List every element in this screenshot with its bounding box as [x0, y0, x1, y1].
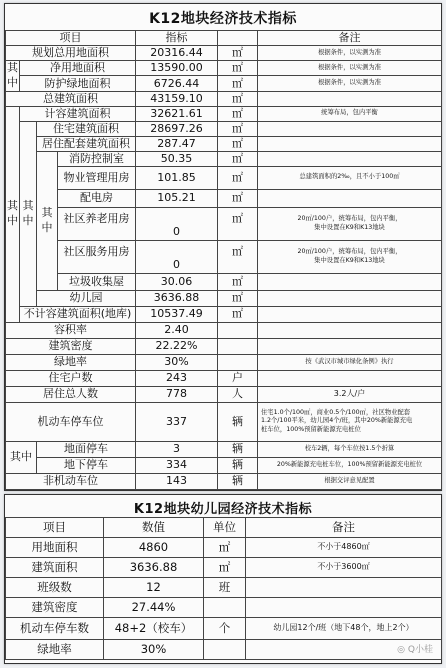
table-row: [6, 558, 442, 578]
row-note: [258, 338, 442, 354]
k12-indicator-sheet: [4, 3, 442, 491]
table-header-row: [6, 518, 442, 538]
header-note: 备注: [246, 518, 442, 538]
table-row: [6, 640, 442, 660]
table-row: [6, 473, 442, 489]
row-unit: ㎡: [218, 136, 258, 151]
row-value: 243: [136, 370, 218, 386]
row-value: 30.06: [136, 273, 218, 290]
table-row: [6, 578, 442, 598]
note-line: 集中设置在K9和K13地块: [314, 223, 385, 231]
table-row: [6, 166, 442, 189]
table-row: [6, 273, 442, 290]
table-row: [6, 106, 442, 121]
row-note: 不小于3600㎡: [246, 558, 442, 578]
row-unit: ㎡: [204, 558, 246, 578]
table1-title: K12地块经济技术指标: [149, 11, 297, 27]
row-note: [258, 402, 442, 441]
header-value: 数值: [104, 518, 204, 538]
qizhong-label: 其中: [37, 151, 58, 290]
table-row: [6, 598, 442, 618]
row-value: 778: [136, 386, 218, 402]
row-note: 不小于4860㎡: [246, 538, 442, 558]
kindergarten-indicator-sheet: [4, 494, 442, 664]
row-item: 绿地率: [6, 354, 136, 370]
row-unit: ㎡: [218, 290, 258, 306]
row-item: 建筑密度: [6, 598, 104, 618]
table-row: [6, 76, 442, 91]
row-unit: [218, 354, 258, 370]
row-note: 根据条件，以实测为准: [258, 61, 442, 76]
row-item: 社区服务用房: [58, 240, 136, 273]
row-item: 消防控制室: [58, 151, 136, 166]
row-unit: 辆: [218, 473, 258, 489]
row-value: 3636.88: [104, 558, 204, 578]
row-item: 垃圾收集屋: [58, 273, 136, 290]
row-note: [258, 290, 442, 306]
table-row: [6, 121, 442, 136]
table2-title: K12地块幼儿园经济技术指标: [133, 502, 313, 517]
row-unit: ㎡: [218, 207, 258, 240]
row-note: [258, 370, 442, 386]
table-row: [6, 618, 442, 640]
row-value: 30%: [136, 354, 218, 370]
row-item: 不计容建筑面积(地库): [20, 306, 136, 322]
row-note: 根据交评意见配置: [258, 473, 442, 489]
row-unit: ㎡: [218, 46, 258, 61]
row-item: 住宅户数: [6, 370, 136, 386]
table-row: [6, 91, 442, 106]
row-unit: [204, 640, 246, 660]
row-note: [246, 578, 442, 598]
table-row: [6, 240, 442, 273]
note-line: 集中设置在K9和K13地块: [314, 256, 385, 264]
row-value: 48+2（校车）: [104, 618, 204, 640]
row-item: 建筑密度: [6, 338, 136, 354]
row-value: 3: [136, 441, 218, 457]
row-value: 27.44%: [104, 598, 204, 618]
row-unit: ㎡: [218, 306, 258, 322]
row-item: 总建筑面积: [6, 91, 136, 106]
row-unit: 班: [204, 578, 246, 598]
row-value: 337: [136, 402, 218, 441]
header-unit: [218, 31, 258, 46]
row-note: 20%新能源充电桩车位，100%预留新能源充电桩位: [258, 457, 442, 473]
row-value: 50.35: [136, 151, 218, 166]
header-value: 指标: [136, 31, 218, 46]
header-item: 项目: [6, 518, 104, 538]
row-note: [258, 136, 442, 151]
row-item: 地下停车: [37, 457, 136, 473]
qizhong-label: 其中: [6, 106, 20, 322]
row-value: 3636.88: [136, 290, 218, 306]
row-unit: [218, 338, 258, 354]
note-line: 住宅1.0个/100㎡，商业0.5个/100㎡，社区物业配套: [261, 408, 411, 416]
qizhong-label: 其中: [6, 61, 20, 92]
row-unit: 个: [204, 618, 246, 640]
row-item: 防护绿地面积: [20, 76, 136, 91]
table-row: [6, 354, 442, 370]
row-note: 根据条件，以实测为准: [258, 76, 442, 91]
row-value: 4860: [104, 538, 204, 558]
table-row: [6, 338, 442, 354]
row-note: 统筹布局，包内平衡: [258, 106, 442, 121]
row-value: 0: [136, 240, 218, 273]
table-row: [6, 290, 442, 306]
note-line: 桩车位，100%预留新能源充电桩位: [261, 425, 361, 433]
row-unit: ㎡: [218, 151, 258, 166]
row-note: [258, 189, 442, 207]
table-row: [6, 46, 442, 61]
row-unit: 辆: [218, 402, 258, 441]
row-item: 容积率: [6, 322, 136, 338]
row-item: 计容建筑面积: [20, 106, 136, 121]
row-unit: ㎡: [218, 189, 258, 207]
table-header-row: [6, 31, 442, 46]
wechat-icon: ◎: [397, 645, 406, 655]
row-unit: ㎡: [218, 76, 258, 91]
row-note: [258, 121, 442, 136]
watermark: [397, 642, 433, 655]
row-value: 334: [136, 457, 218, 473]
row-value: 28697.26: [136, 121, 218, 136]
table-row: [6, 370, 442, 386]
row-value: 105.21: [136, 189, 218, 207]
table-row: [6, 61, 442, 76]
row-item: 建筑面积: [6, 558, 104, 578]
row-unit: ㎡: [218, 91, 258, 106]
table-row: [6, 538, 442, 558]
table-row: [6, 322, 442, 338]
header-note: 备注: [258, 31, 442, 46]
row-note: [258, 91, 442, 106]
row-unit: ㎡: [218, 240, 258, 273]
row-note: [258, 273, 442, 290]
row-unit: ㎡: [218, 166, 258, 189]
row-note: 幼儿园12个/班（地下48个，地上2个）: [246, 618, 442, 640]
row-note: [246, 598, 442, 618]
table-row: [6, 441, 442, 457]
row-note: 根据条件，以实测为准: [258, 46, 442, 61]
header-item: 项目: [6, 31, 136, 46]
header-unit: 单位: [204, 518, 246, 538]
row-note: [258, 151, 442, 166]
row-value: 0: [136, 207, 218, 240]
row-unit: 辆: [218, 457, 258, 473]
row-unit: 辆: [218, 441, 258, 457]
qizhong-label: 其中: [20, 121, 37, 306]
row-unit: 户: [218, 370, 258, 386]
table-row: [6, 136, 442, 151]
row-note: [258, 322, 442, 338]
row-item: 地面停车: [37, 441, 136, 457]
row-note: 校车2辆，每个车位按1.5个折算: [258, 441, 442, 457]
table-row: [6, 189, 442, 207]
row-unit: [218, 322, 258, 338]
row-value: 30%: [104, 640, 204, 660]
row-item: 住宅建筑面积: [37, 121, 136, 136]
row-unit: ㎡: [218, 121, 258, 136]
row-item: 规划总用地面积: [6, 46, 136, 61]
row-item: 居住总人数: [6, 386, 136, 402]
row-note: 3.2人/户: [258, 386, 442, 402]
row-note: 总建筑面积的2‰，且不小于100㎡: [258, 166, 442, 189]
row-unit: ㎡: [204, 538, 246, 558]
row-item: 物业管理用房: [58, 166, 136, 189]
table-row: [6, 402, 442, 441]
note-line: 20㎡/100户，统筹布局，包内平衡，: [297, 248, 402, 256]
row-note: [258, 207, 442, 240]
row-value: 43159.10: [136, 91, 218, 106]
note-line: 20㎡/100户，统筹布局，包内平衡，: [297, 215, 402, 223]
row-item: 绿地率: [6, 640, 104, 660]
row-value: 101.85: [136, 166, 218, 189]
row-value: 10537.49: [136, 306, 218, 322]
table-row: [6, 306, 442, 322]
row-value: 13590.00: [136, 61, 218, 76]
row-value: 12: [104, 578, 204, 598]
row-value: 32621.61: [136, 106, 218, 121]
table-row: [6, 386, 442, 402]
row-unit: ㎡: [218, 273, 258, 290]
row-item: 用地面积: [6, 538, 104, 558]
row-note: 按《武汉市城市绿化条例》执行: [258, 354, 442, 370]
row-item: 非机动车位: [6, 473, 136, 489]
row-unit: ㎡: [218, 106, 258, 121]
row-item: 班级数: [6, 578, 104, 598]
row-item: 社区养老用房: [58, 207, 136, 240]
row-item: 机动车停车数: [6, 618, 104, 640]
row-value: 6726.44: [136, 76, 218, 91]
row-note: [258, 240, 442, 273]
table-row: [6, 207, 442, 240]
table-row: [6, 457, 442, 473]
row-item: 机动车停车位: [6, 402, 136, 441]
row-unit: 人: [218, 386, 258, 402]
row-item: 居住配套建筑面积: [37, 136, 136, 151]
row-item: 幼儿园: [37, 290, 136, 306]
watermark-text: Q小桂: [407, 645, 433, 655]
row-unit: ㎡: [218, 61, 258, 76]
row-unit: [204, 598, 246, 618]
row-value: 22.22%: [136, 338, 218, 354]
note-line: 1.2个/100平米，幼儿园4个/班，其中20%新能源充电: [261, 417, 413, 425]
row-note: [258, 306, 442, 322]
qizhong-label: 其中: [6, 441, 37, 473]
kindergarten-indicator-table: [5, 517, 442, 660]
row-value: 20316.44: [136, 46, 218, 61]
row-value: 287.47: [136, 136, 218, 151]
k12-indicator-table: [5, 30, 442, 490]
row-item: 配电房: [58, 189, 136, 207]
table-row: [6, 151, 442, 166]
row-value: 2.40: [136, 322, 218, 338]
row-item: 净用地面积: [20, 61, 136, 76]
row-value: 143: [136, 473, 218, 489]
